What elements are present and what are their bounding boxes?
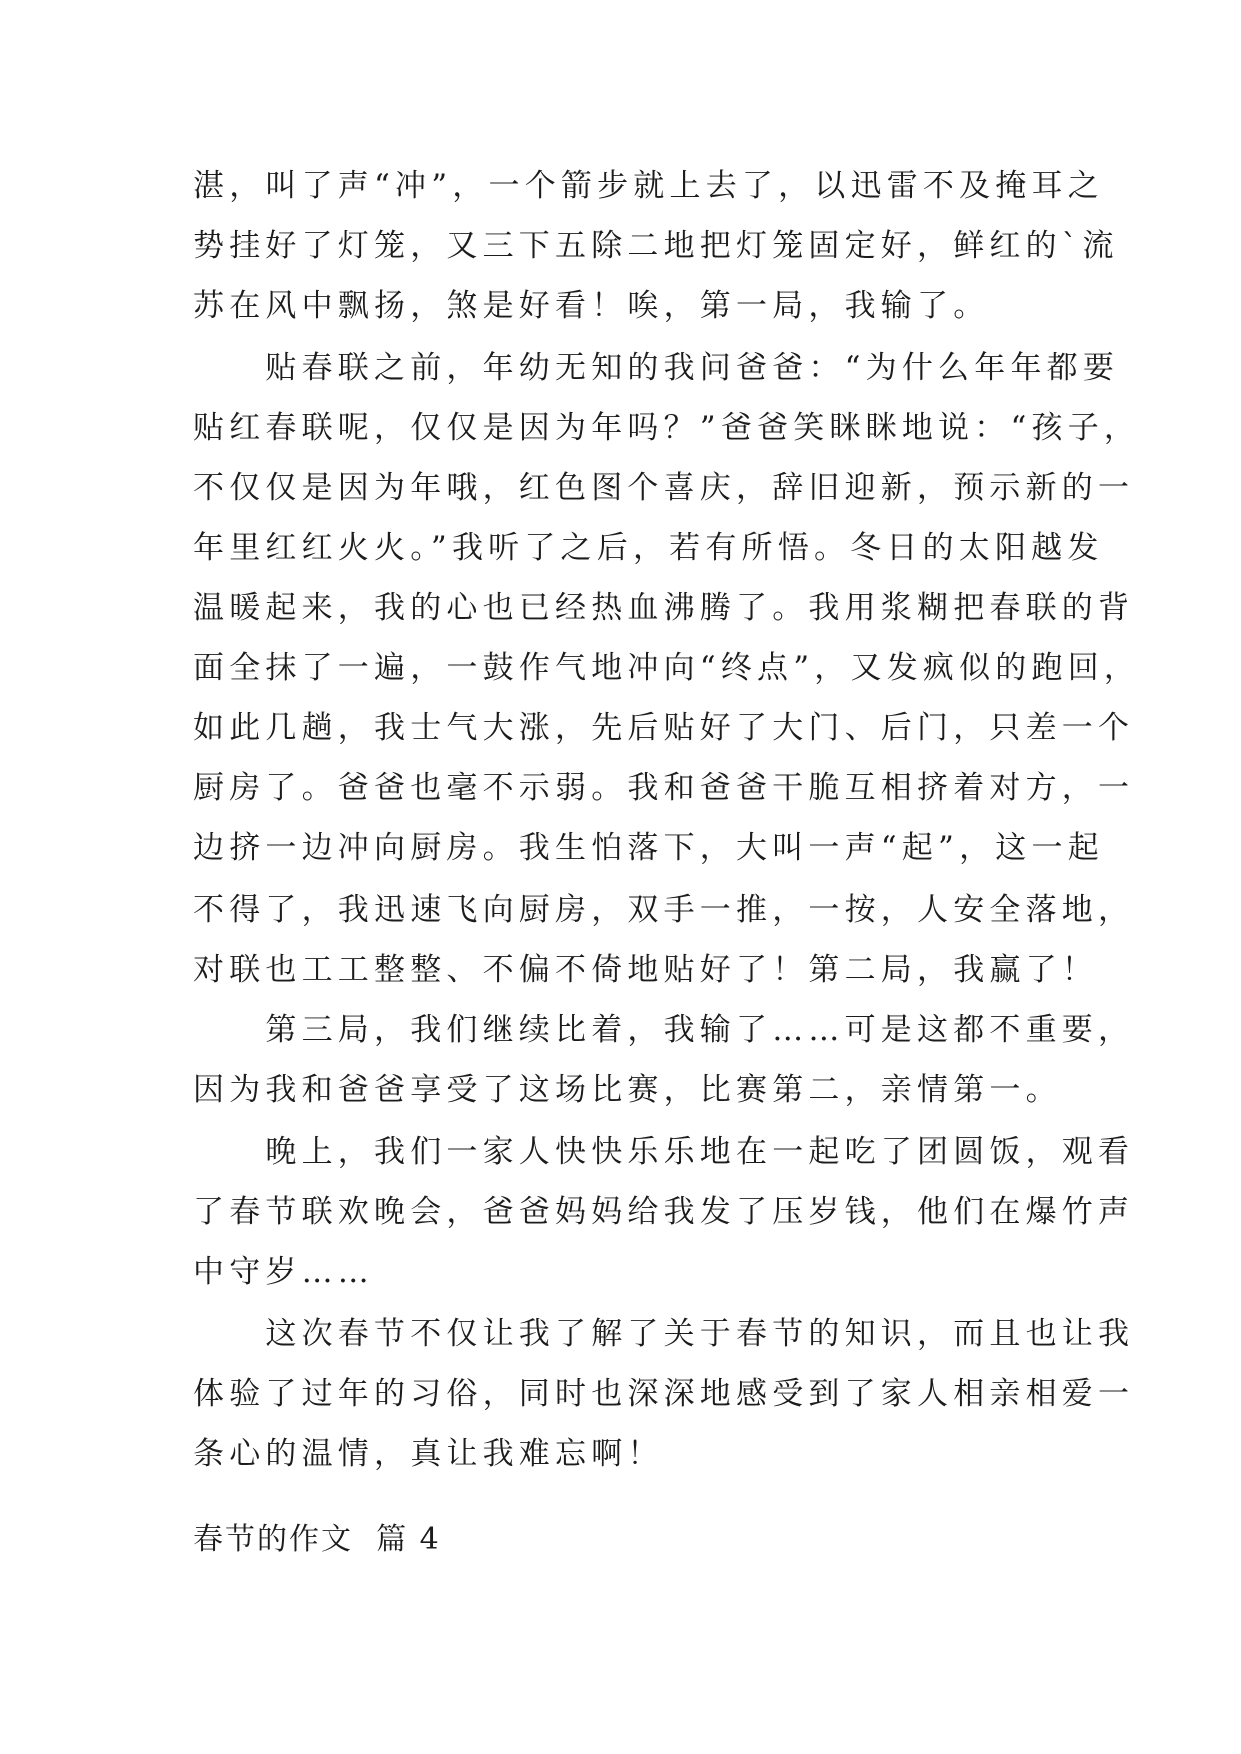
text-line: 中守岁…… xyxy=(193,1254,374,1290)
text-line: 第三局，我们继续比着，我输了……可是这都不重要， xyxy=(193,1012,1135,1048)
text-line: 不仅仅是因为年哦，红色图个喜庆，辞旧迎新，预示新的一 xyxy=(193,470,1135,506)
text-line: 年里红红火火。”我听了之后，若有所悟。冬日的太阳越发 xyxy=(193,530,1104,566)
text-line: 这次春节不仅让我了解了关于春节的知识，而且也让我 xyxy=(193,1316,1135,1352)
text-line: 因为我和爸爸享受了这场比赛，比赛第二，亲情第一。 xyxy=(193,1072,1062,1108)
text-line: 苏在风中飘扬，煞是好看！唉，第一局，我输了。 xyxy=(193,288,990,324)
text-line: 对联也工工整整、不偏不倚地贴好了！第二局，我赢了！ xyxy=(193,952,1098,988)
text-line: 条心的温情，真让我难忘啊！ xyxy=(193,1436,664,1472)
text-line: 面全抹了一遍，一鼓作气地冲向“终点”，又发疯似的跑回， xyxy=(193,650,1141,686)
text-line: 湛，叫了声“冲”，一个箭步就上去了，以迅雷不及掩耳之 xyxy=(193,168,1104,204)
text-line: 晚上，我们一家人快快乐乐地在一起吃了团圆饭，观看 xyxy=(193,1134,1135,1170)
text-line: 如此几趟，我士气大涨，先后贴好了大门、后门，只差一个 xyxy=(193,710,1135,746)
text-line: 厨房了。爸爸也毫不示弱。我和爸爸干脆互相挤着对方，一 xyxy=(193,770,1135,806)
text-line: 边挤一边冲向厨房。我生怕落下，大叫一声“起”，这一起 xyxy=(193,830,1104,866)
text-line: 势挂好了灯笼，又三下五除二地把灯笼固定好，鲜红的`流 xyxy=(193,228,1119,264)
text-line: 了春节联欢晚会，爸爸妈妈给我发了压岁钱，他们在爆竹声 xyxy=(193,1194,1135,1230)
text-line: 体验了过年的习俗，同时也深深地感受到了家人相亲相爱一 xyxy=(193,1376,1135,1412)
text-line: 温暖起来，我的心也已经热血沸腾了。我用浆糊把春联的背 xyxy=(193,590,1135,626)
text-line: 不得了，我迅速飞向厨房，双手一推，一按，人安全落地， xyxy=(193,892,1135,928)
text-line: 贴红春联呢，仅仅是因为年吗？”爸爸笑眯眯地说：“孩子， xyxy=(193,410,1141,446)
section-heading: 春节的作文 篇 4 xyxy=(193,1522,441,1557)
text-line: 贴春联之前，年幼无知的我问爸爸：“为什么年年都要 xyxy=(193,350,1120,386)
